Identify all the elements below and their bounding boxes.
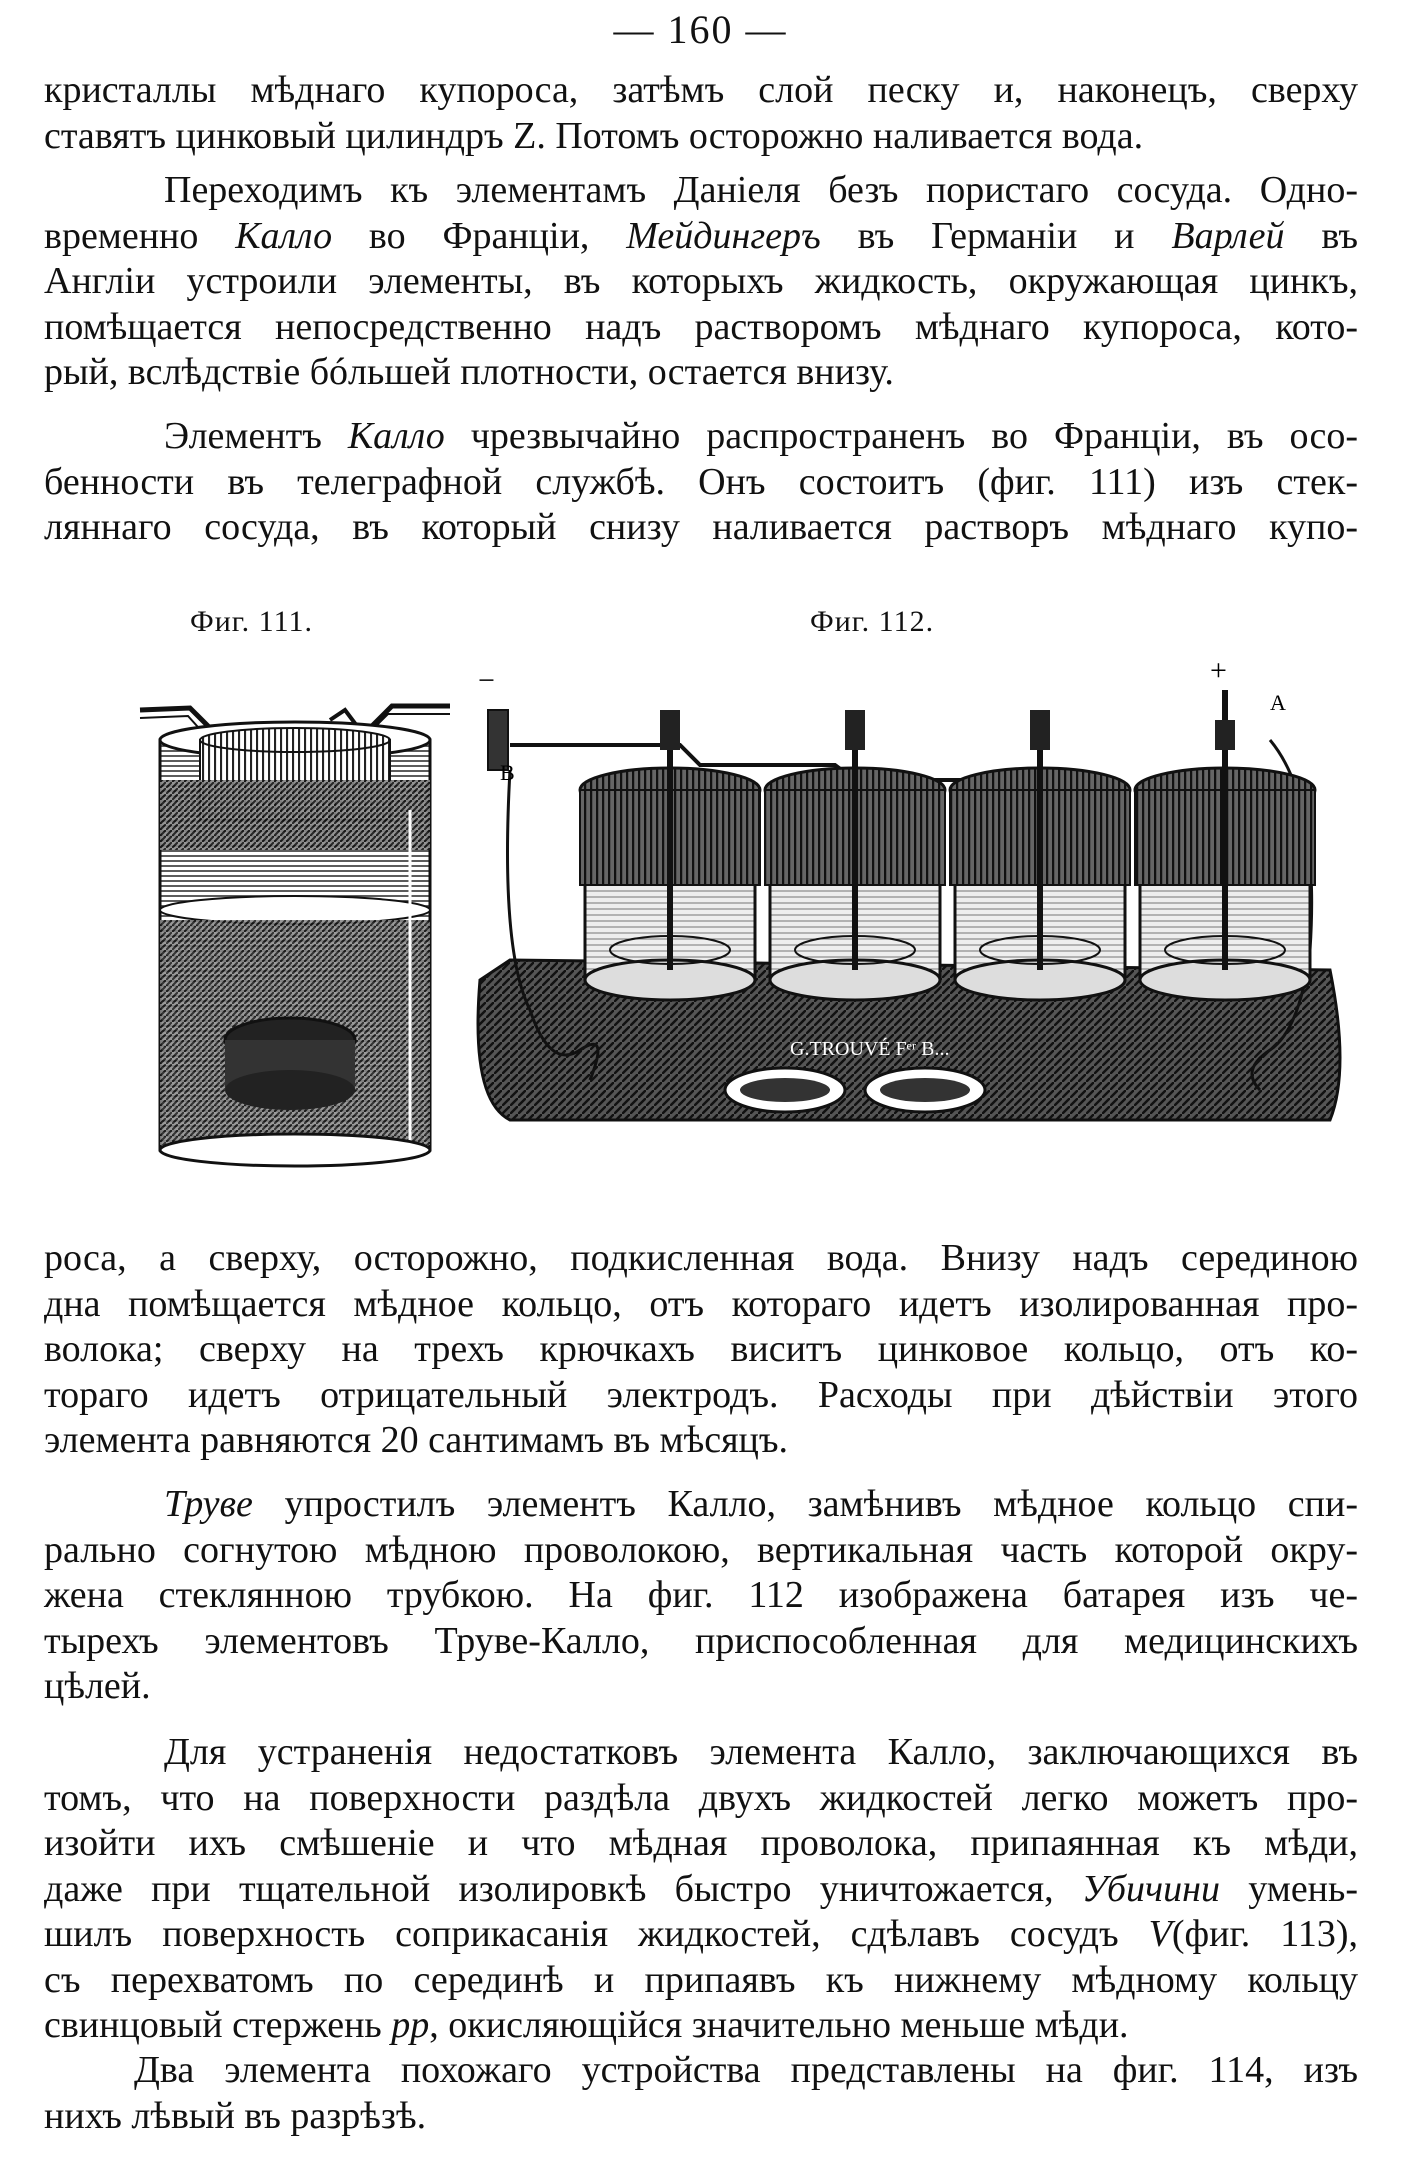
text-line: Элементъ Калло чрезвычайно распространенъ во Франціи, въ осо- [164,415,1358,457]
text-line: Для устраненія недостатковъ элемента Калло, заключающихся въ [164,1731,1358,1773]
text-line: томъ, что на поверхности раздѣла двухъ жидкостей легко можетъ про- [44,1776,1358,1819]
cell-4 [1135,690,1315,1000]
text-line: рый, вслѣдствіе бóльшей плотности, остается внизу. [44,351,894,393]
paragraph-4 [44,1236,1358,1464]
text-line: даже при тщательной изолировкѣ быстро уничтожается, Убичини умень- [44,1867,1359,1910]
name-ubicini: Убичини [1081,1867,1221,1910]
text-line: Два элемента похожаго устройства представлены на фиг. 114, изъ [134,2049,1358,2091]
caption-fig-112: Фиг. 112. [810,605,935,638]
name-trouve: Труве [164,1483,253,1525]
name-callot: Калло [235,214,333,257]
name-meidinger: Мейдингеръ [626,214,821,257]
vessel-v: V [1148,1913,1172,1955]
caption-fig-111: Фиг. 111. [190,605,313,638]
text-line: кристаллы мѣднаго купороса, затѣмъ слой песку и, наконецъ, сверху [44,69,1358,111]
cell-1 [580,710,760,1000]
paragraph-3 [44,414,1358,551]
text-line: помѣщается непосредственно надъ растворомъ мѣднаго купороса, кото- [44,305,1358,348]
text-line: ставятъ цинковый цилиндръ Z. Потомъ осторожно наливается вода. [44,114,1144,157]
name-varley: Варлей [1171,214,1285,257]
text-line: рально согнутою мѣдною проволокою, вертикальная часть которой окру- [44,1528,1358,1571]
label-b: B [500,760,515,785]
page-number: — 160 — [613,7,788,52]
text-line: роса, а сверху, осторожно, подкисленная вода. Внизу надъ серединою [44,1237,1358,1279]
text-line: свинцовый стержень pp, окисляющійся значительно меньше мѣди. [44,2004,1129,2046]
minus-label: − [478,664,495,697]
label-a: A [1270,690,1286,715]
cell-3 [950,710,1130,1000]
text-line: волока; сверху на трехъ крючкахъ виситъ цинковое кольцо, отъ ко- [44,1328,1358,1370]
text-line: нихъ лѣвый въ разрѣзѣ. [44,2094,427,2137]
text-line: временно Калло во Франціи, Мейдингеръ въ Германіи и Варлей въ [44,214,1359,257]
name-callot: Калло [347,415,445,457]
text-line: элемента равняются 20 сантимамъ въ мѣсяцъ. [44,1419,789,1461]
plus-label: + [1210,654,1227,687]
text-line: бенности въ телеграфной службѣ. Онъ состоитъ (фиг. 111) изъ стек- [44,460,1358,503]
paragraph-2 [44,168,1358,396]
paragraph-1 [44,68,1358,159]
rod-pp: pp [391,2004,430,2046]
text-line: Англіи устроили элементы, въ которыхъ жидкость, окружающая цинкъ, [44,260,1358,302]
text-line: тырехъ элементовъ Труве-Калло, приспособленная для медицинскихъ [44,1619,1358,1662]
text-line: изойти ихъ смѣшеніе и что мѣдная проволока, припаянная къ мѣди, [44,1822,1358,1864]
text-line: тораго идетъ отрицательный электродъ. Расходы при дѣйствіи этого [44,1373,1358,1416]
cell-2 [765,710,945,1000]
text-line: цѣлей. [44,1665,151,1707]
figure-111-callot-cell [130,680,460,1170]
text-line: шилъ поверхность соприкасанія жидкостей, сдѣлавъ сосудъ V(фиг. 113), [44,1913,1358,1955]
text-line: Труве упростилъ элементъ Калло, замѣнивъ мѣдное кольцо спи- [164,1483,1358,1525]
paragraph-7 [44,2048,1358,2139]
text-line: ляннаго сосуда, въ который снизу наливается растворъ мѣднаго купо- [44,506,1358,548]
text-line: съ перехватомъ по серединѣ и припаявъ къ нижнему мѣдному кольцу [44,1958,1358,2001]
maker-plate: G.TROUVÉ Fᵉʳ B... [790,1038,950,1060]
figure-112-trouve-battery [470,650,1350,1170]
text-line: жена стеклянною трубкою. На фиг. 112 изображена батарея изъ че- [44,1574,1358,1616]
paragraph-5 [44,1482,1358,1710]
text-line: дна помѣщается мѣдное кольцо, отъ котораго идетъ изолированная про- [44,1282,1358,1325]
text-line: Переходимъ къ элементамъ Даніеля безъ пористаго сосуда. Одно- [164,169,1358,211]
paragraph-6 [44,1730,1358,2049]
